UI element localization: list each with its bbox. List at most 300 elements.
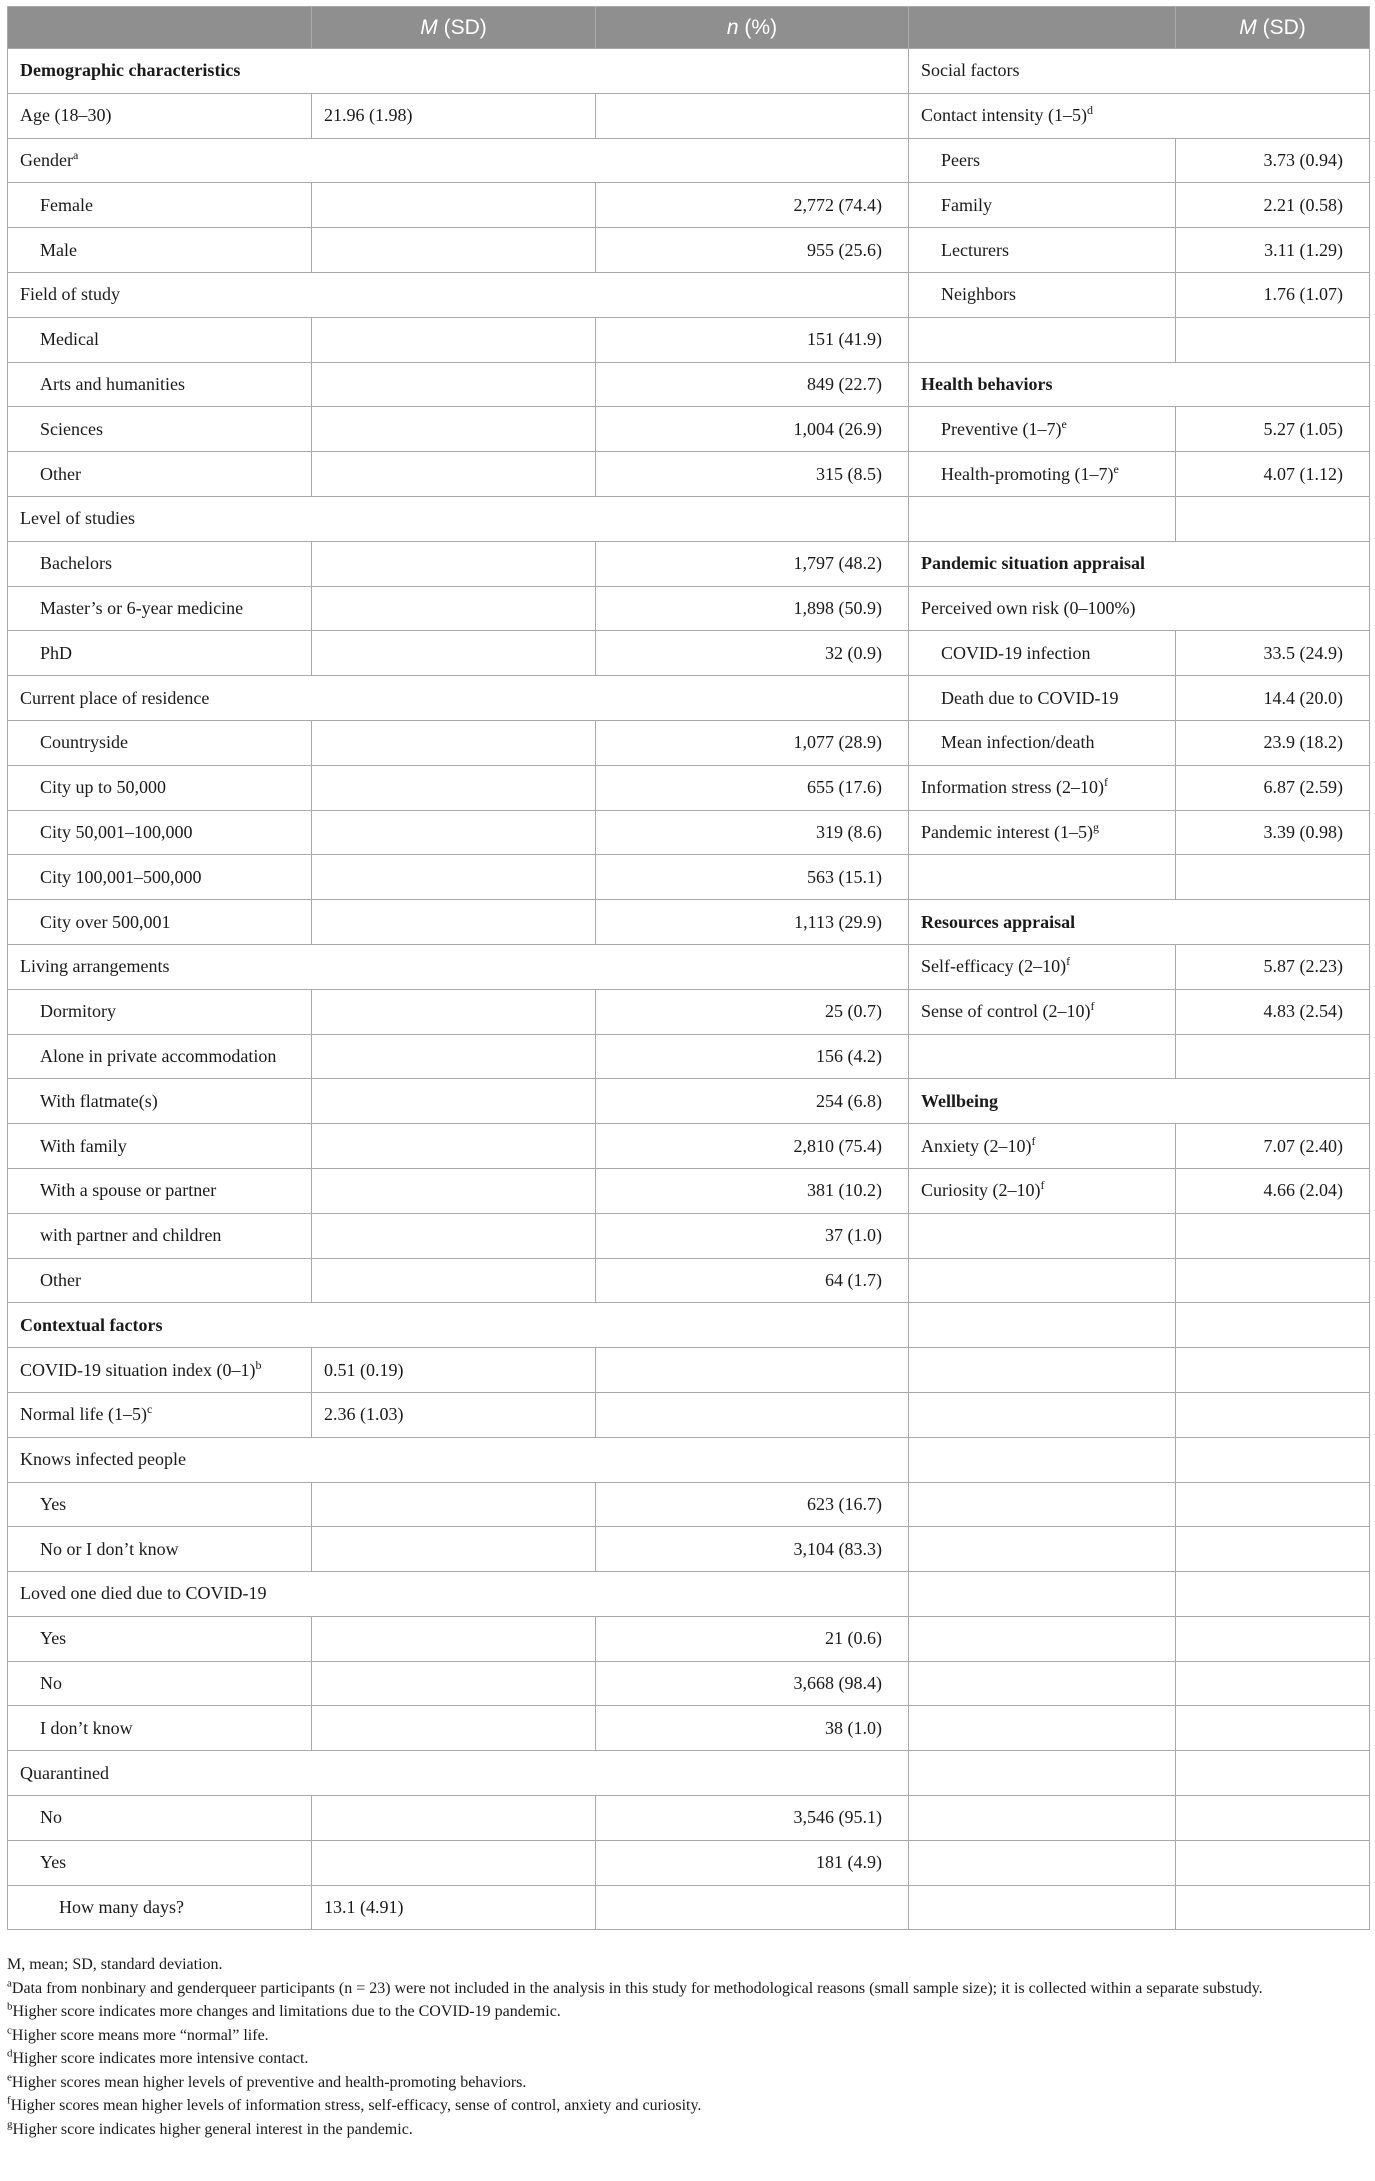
table-row — [8, 1527, 1370, 1572]
cell-text: 0.51 (0.19) — [324, 1359, 404, 1380]
left-mean-sd-cell — [312, 1168, 596, 1213]
cell-text: Neighbors — [941, 284, 1016, 305]
right-mean-sd-cell — [1176, 407, 1370, 452]
cell-text: Medical — [40, 329, 99, 350]
right-label-cell — [909, 765, 1176, 810]
left-n-percent-cell — [596, 317, 909, 362]
left-mean-sd-cell — [312, 1079, 596, 1124]
left-label-cell — [8, 586, 312, 631]
cell-text: 7.07 (2.40) — [1263, 1135, 1343, 1156]
table-row — [8, 989, 1370, 1034]
header-mean-symbol-2: M — [1239, 15, 1257, 39]
left-label-cell — [8, 1034, 312, 1079]
descriptive-statistics-table-container — [7, 6, 1369, 1930]
cell-text: City 50,001–100,000 — [40, 821, 193, 842]
cell-text: Master’s or 6-year medicine — [40, 597, 244, 618]
right-label-cell — [909, 1572, 1176, 1617]
header-sd-symbol-2: (SD) — [1256, 15, 1306, 39]
left-n-percent-cell — [596, 1661, 909, 1706]
right-label-cell — [909, 49, 1370, 94]
table-row — [8, 1572, 1370, 1617]
left-mean-sd-cell — [312, 1706, 596, 1751]
cell-text: COVID-19 infection — [941, 642, 1091, 663]
footnote-text: M, mean; SD, standard deviation. — [7, 1956, 223, 1973]
header-n-percent — [596, 7, 909, 49]
right-label-cell — [909, 1348, 1176, 1393]
left-label-cell — [8, 138, 909, 183]
left-mean-sd-cell — [312, 1124, 596, 1169]
left-label-cell — [8, 1079, 312, 1124]
left-label-cell — [8, 317, 312, 362]
cell-text: Curiosity (2–10) — [921, 1180, 1041, 1201]
cell-text: With flatmate(s) — [40, 1090, 158, 1111]
left-n-percent-cell — [596, 1258, 909, 1303]
left-mean-sd-cell — [312, 317, 596, 362]
table-header-row — [8, 7, 1370, 49]
cell-text: Female — [40, 194, 93, 215]
left-n-percent-cell — [596, 1840, 909, 1885]
right-mean-sd-cell — [1176, 1034, 1370, 1079]
right-mean-sd-cell — [1176, 183, 1370, 228]
footnote-marker: f — [1040, 1178, 1045, 1193]
cell-text: 655 (17.6) — [807, 777, 882, 798]
footnote-marker: f — [7, 2094, 11, 2107]
cell-text: 4.66 (2.04) — [1263, 1180, 1343, 1201]
right-mean-sd-cell — [1176, 1661, 1370, 1706]
left-mean-sd-cell — [312, 855, 596, 900]
left-n-percent-cell — [596, 1885, 909, 1930]
right-label-cell — [909, 676, 1176, 721]
left-label-cell — [8, 810, 312, 855]
left-mean-sd-cell — [312, 183, 596, 228]
cell-text: 14.4 (20.0) — [1263, 687, 1343, 708]
cell-text: Wellbeing — [921, 1090, 999, 1111]
left-label-cell — [8, 1348, 312, 1393]
right-label-cell — [909, 1392, 1176, 1437]
cell-text: Alone in private accommodation — [40, 1045, 277, 1066]
right-mean-sd-cell — [1176, 228, 1370, 273]
left-n-percent-cell — [596, 989, 909, 1034]
cell-text: Male — [40, 239, 77, 260]
left-mean-sd-cell — [312, 1661, 596, 1706]
left-label-cell — [8, 1392, 312, 1437]
footnote-text: Higher score indicates more intensive contact. — [12, 2050, 309, 2067]
table-row — [8, 765, 1370, 810]
left-n-percent-cell — [596, 1168, 909, 1213]
left-label-cell — [8, 1527, 312, 1572]
header-n-symbol: n — [726, 15, 739, 39]
left-n-percent-cell — [596, 855, 909, 900]
cell-text: 64 (1.7) — [825, 1269, 882, 1290]
left-label-cell — [8, 1213, 312, 1258]
left-n-percent-cell — [596, 1706, 909, 1751]
right-label-cell — [909, 1661, 1176, 1706]
table-row — [8, 317, 1370, 362]
left-n-percent-cell — [596, 1213, 909, 1258]
cell-text: Level of studies — [20, 508, 135, 529]
cell-text: City 100,001–500,000 — [40, 866, 202, 887]
cell-text: City up to 50,000 — [40, 777, 167, 798]
left-n-percent-cell — [596, 452, 909, 497]
table-row — [8, 1348, 1370, 1393]
cell-text: Pandemic interest (1–5) — [921, 821, 1093, 842]
left-label-cell — [8, 1482, 312, 1527]
cell-text: Perceived own risk (0–100%) — [921, 597, 1136, 618]
right-mean-sd-cell — [1176, 496, 1370, 541]
left-label-cell — [8, 1706, 312, 1751]
footnote — [7, 2096, 1369, 2116]
cell-text: 849 (22.7) — [807, 373, 882, 394]
left-label-cell — [8, 944, 909, 989]
left-label-cell — [8, 1258, 312, 1303]
right-label-cell — [909, 138, 1176, 183]
right-mean-sd-cell — [1176, 989, 1370, 1034]
left-mean-sd-cell — [312, 586, 596, 631]
footnote — [7, 1955, 1369, 1975]
header-mean-sd-2 — [1176, 7, 1370, 49]
right-label-cell — [909, 631, 1176, 676]
cell-text: Health behaviors — [921, 373, 1053, 394]
table-row — [8, 1796, 1370, 1841]
table-row — [8, 1437, 1370, 1482]
right-label-cell — [909, 1124, 1176, 1169]
footnote-marker: a — [7, 1977, 12, 1990]
cell-text: 315 (8.5) — [816, 463, 882, 484]
cell-text: 4.07 (1.12) — [1263, 463, 1343, 484]
left-mean-sd-cell — [312, 810, 596, 855]
cell-text: Arts and humanities — [40, 373, 185, 394]
right-label-cell — [909, 1751, 1176, 1796]
cell-text: Health-promoting (1–7) — [941, 463, 1114, 484]
cell-text: 3.39 (0.98) — [1263, 821, 1343, 842]
cell-text: Pandemic situation appraisal — [921, 553, 1146, 574]
cell-text: Self-efficacy (2–10) — [921, 956, 1067, 977]
cell-text: Demographic characteristics — [20, 60, 241, 81]
cell-text: Field of study — [20, 284, 121, 305]
left-label-cell — [8, 1840, 312, 1885]
cell-text: 156 (4.2) — [816, 1045, 882, 1066]
right-label-cell — [909, 1616, 1176, 1661]
left-mean-sd-cell — [312, 900, 596, 945]
left-mean-sd-cell — [312, 407, 596, 452]
cell-text: Yes — [40, 1628, 67, 1649]
footnote-marker: b — [7, 2000, 13, 2013]
table-row — [8, 1213, 1370, 1258]
right-label-cell — [909, 272, 1176, 317]
cell-text: Death due to COVID-19 — [941, 687, 1119, 708]
left-mean-sd-cell — [312, 765, 596, 810]
table-row — [8, 1751, 1370, 1796]
cell-text: 181 (4.9) — [816, 1852, 882, 1873]
left-label-cell — [8, 1661, 312, 1706]
left-mean-sd-cell — [312, 1348, 596, 1393]
footnote-marker: f — [1066, 954, 1071, 969]
cell-text: Social factors — [921, 60, 1020, 81]
footnote-text: Higher score indicates more changes and limitations due to the COVID-19 pandemic. — [12, 2003, 561, 2020]
cell-text: With a spouse or partner — [40, 1180, 217, 1201]
left-label-cell — [8, 228, 312, 273]
left-label-cell — [8, 541, 312, 586]
footnote — [7, 2002, 1369, 2022]
right-mean-sd-cell — [1176, 1348, 1370, 1393]
left-mean-sd-cell — [312, 452, 596, 497]
right-label-cell — [909, 496, 1176, 541]
left-mean-sd-cell — [312, 1840, 596, 1885]
table-row — [8, 676, 1370, 721]
right-mean-sd-cell — [1176, 1840, 1370, 1885]
left-n-percent-cell — [596, 1348, 909, 1393]
footnote-marker: d — [7, 2047, 13, 2060]
table-row — [8, 272, 1370, 317]
cell-text: 623 (16.7) — [807, 1493, 882, 1514]
left-mean-sd-cell — [312, 720, 596, 765]
cell-text: 2.21 (0.58) — [1263, 194, 1343, 215]
cell-text: 33.5 (24.9) — [1263, 642, 1343, 663]
header-sd-symbol: (SD) — [437, 15, 487, 39]
cell-text: Yes — [40, 1852, 67, 1873]
left-mean-sd-cell — [312, 1527, 596, 1572]
cell-text: 3.73 (0.94) — [1263, 149, 1343, 170]
left-label-cell — [8, 1796, 312, 1841]
cell-text: COVID-19 situation index (0–1) — [20, 1359, 256, 1380]
cell-text: Mean infection/death — [941, 732, 1095, 753]
right-label-cell — [909, 1258, 1176, 1303]
right-label-cell — [909, 1840, 1176, 1885]
footnote-marker: e — [1113, 461, 1119, 476]
left-mean-sd-cell — [312, 1034, 596, 1079]
table-row — [8, 1303, 1370, 1348]
descriptive-statistics-table — [7, 6, 1370, 1930]
left-n-percent-cell — [596, 1392, 909, 1437]
right-label-cell — [909, 855, 1176, 900]
header-label-column-2 — [909, 7, 1176, 49]
table-row — [8, 541, 1370, 586]
cell-text: Gender — [20, 149, 73, 170]
table-row — [8, 49, 1370, 94]
right-label-cell — [909, 1079, 1370, 1124]
cell-text: Family — [941, 194, 993, 215]
right-label-cell — [909, 1034, 1176, 1079]
cell-text: Contact intensity (1–5) — [921, 105, 1087, 126]
cell-text: Age (18–30) — [20, 105, 112, 126]
left-label-cell — [8, 1168, 312, 1213]
right-label-cell — [909, 183, 1176, 228]
left-mean-sd-cell — [312, 1885, 596, 1930]
cell-text: Peers — [941, 149, 980, 170]
right-label-cell — [909, 1527, 1176, 1572]
right-label-cell — [909, 541, 1370, 586]
left-n-percent-cell — [596, 1527, 909, 1572]
cell-text: 13.1 (4.91) — [324, 1897, 404, 1918]
cell-text: 254 (6.8) — [816, 1090, 882, 1111]
left-label-cell — [8, 93, 312, 138]
left-mean-sd-cell — [312, 1213, 596, 1258]
left-label-cell — [8, 1124, 312, 1169]
right-mean-sd-cell — [1176, 1392, 1370, 1437]
left-n-percent-cell — [596, 810, 909, 855]
right-label-cell — [909, 362, 1370, 407]
table-row — [8, 1482, 1370, 1527]
right-mean-sd-cell — [1176, 1796, 1370, 1841]
right-label-cell — [909, 452, 1176, 497]
cell-text: 319 (8.6) — [816, 821, 882, 842]
table-row — [8, 1885, 1370, 1930]
left-n-percent-cell — [596, 541, 909, 586]
left-label-cell — [8, 1616, 312, 1661]
right-mean-sd-cell — [1176, 944, 1370, 989]
left-n-percent-cell — [596, 1034, 909, 1079]
right-label-cell — [909, 1437, 1176, 1482]
left-label-cell — [8, 989, 312, 1034]
footnote-marker: f — [1103, 775, 1108, 790]
table-row — [8, 138, 1370, 183]
cell-text: 25 (0.7) — [825, 1001, 882, 1022]
left-label-cell — [8, 855, 312, 900]
right-label-cell — [909, 1303, 1176, 1348]
left-label-cell — [8, 272, 909, 317]
right-label-cell — [909, 944, 1176, 989]
left-n-percent-cell — [596, 228, 909, 273]
cell-text: 563 (15.1) — [807, 866, 882, 887]
right-mean-sd-cell — [1176, 1616, 1370, 1661]
table-row — [8, 1034, 1370, 1079]
left-label-cell — [8, 1303, 909, 1348]
left-mean-sd-cell — [312, 1392, 596, 1437]
left-n-percent-cell — [596, 1079, 909, 1124]
left-label-cell — [8, 496, 909, 541]
cell-text: 2.36 (1.03) — [324, 1404, 404, 1425]
right-mean-sd-cell — [1176, 631, 1370, 676]
footnote-marker: d — [1086, 103, 1093, 118]
cell-text: Sense of control (2–10) — [921, 1001, 1091, 1022]
cell-text: Quarantined — [20, 1762, 109, 1783]
cell-text: Other — [40, 1269, 81, 1290]
table-row — [8, 452, 1370, 497]
table-row — [8, 1616, 1370, 1661]
table-footnotes — [7, 1955, 1369, 2143]
left-n-percent-cell — [596, 1616, 909, 1661]
left-mean-sd-cell — [312, 989, 596, 1034]
cell-text: 21 (0.6) — [825, 1628, 882, 1649]
left-n-percent-cell — [596, 183, 909, 228]
footnote-text: Higher score means more “normal” life. — [11, 2026, 269, 2044]
cell-text: 37 (1.0) — [825, 1225, 882, 1246]
cell-text: Contextual factors — [20, 1314, 163, 1335]
footnote — [7, 2073, 1369, 2093]
cell-text: 2,772 (74.4) — [793, 194, 882, 215]
cell-text: 3.11 (1.29) — [1264, 239, 1343, 260]
cell-text: 4.83 (2.54) — [1263, 1001, 1343, 1022]
table-row — [8, 944, 1370, 989]
table-row — [8, 183, 1370, 228]
cell-text: 3,104 (83.3) — [793, 1538, 882, 1559]
left-label-cell — [8, 765, 312, 810]
cell-text: Current place of residence — [20, 687, 210, 708]
left-label-cell — [8, 676, 909, 721]
footnote-marker: f — [1090, 999, 1095, 1014]
right-mean-sd-cell — [1176, 1168, 1370, 1213]
footnote-marker: c — [7, 2024, 12, 2037]
cell-text: Knows infected people — [20, 1449, 186, 1470]
cell-text: 23.9 (18.2) — [1263, 732, 1343, 753]
left-n-percent-cell — [596, 1796, 909, 1841]
right-mean-sd-cell — [1176, 1437, 1370, 1482]
left-mean-sd-cell — [312, 1482, 596, 1527]
cell-text: Yes — [40, 1493, 67, 1514]
right-label-cell — [909, 93, 1370, 138]
right-label-cell — [909, 228, 1176, 273]
right-mean-sd-cell — [1176, 1303, 1370, 1348]
right-label-cell — [909, 1482, 1176, 1527]
footnote-text: Higher score indicates higher general interest in the pandemic. — [12, 2120, 413, 2138]
left-n-percent-cell — [596, 720, 909, 765]
left-mean-sd-cell — [312, 93, 596, 138]
footnote-text: Data from nonbinary and genderqueer participants (n = 23) were not included in the analysis in this study for methodological reasons (small sample size); it is collected within a separate substudy. — [11, 1979, 1263, 1997]
table-row — [8, 855, 1370, 900]
cell-text: 21.96 (1.98) — [324, 105, 413, 126]
right-mean-sd-cell — [1176, 1258, 1370, 1303]
right-label-cell — [909, 317, 1176, 362]
left-n-percent-cell — [596, 765, 909, 810]
table-body — [8, 49, 1370, 1930]
left-n-percent-cell — [596, 407, 909, 452]
footnote — [7, 2049, 1369, 2069]
footnote-marker: g — [1092, 819, 1099, 834]
left-mean-sd-cell — [312, 362, 596, 407]
cell-text: How many days? — [59, 1897, 184, 1918]
cell-text: 1,077 (28.9) — [793, 732, 882, 753]
cell-text: 1,004 (26.9) — [793, 418, 882, 439]
right-label-cell — [909, 1885, 1176, 1930]
right-mean-sd-cell — [1176, 1751, 1370, 1796]
left-n-percent-cell — [596, 1482, 909, 1527]
footnote — [7, 2120, 1369, 2140]
cell-text: 1,797 (48.2) — [793, 553, 882, 574]
table-row — [8, 1168, 1370, 1213]
left-n-percent-cell — [596, 362, 909, 407]
left-label-cell — [8, 49, 909, 94]
header-label-column — [8, 7, 312, 49]
right-mean-sd-cell — [1176, 810, 1370, 855]
cell-text: Other — [40, 463, 81, 484]
footnote-marker: a — [72, 147, 79, 162]
cell-text: 3,546 (95.1) — [793, 1807, 882, 1828]
left-n-percent-cell — [596, 900, 909, 945]
left-mean-sd-cell — [312, 1616, 596, 1661]
cell-text: 38 (1.0) — [825, 1717, 882, 1738]
right-mean-sd-cell — [1176, 1572, 1370, 1617]
right-label-cell — [909, 586, 1370, 631]
left-mean-sd-cell — [312, 228, 596, 273]
footnote-marker: e — [1061, 416, 1067, 431]
cell-text: 1.76 (1.07) — [1263, 284, 1343, 305]
footnote — [7, 1979, 1369, 1999]
left-n-percent-cell — [596, 1124, 909, 1169]
cell-text: Resources appraisal — [921, 911, 1076, 932]
right-mean-sd-cell — [1176, 1885, 1370, 1930]
header-percent-symbol: (%) — [738, 15, 778, 39]
cell-text: PhD — [40, 642, 73, 663]
cell-text: 955 (25.6) — [807, 239, 882, 260]
right-mean-sd-cell — [1176, 1706, 1370, 1751]
cell-text: Preventive (1–7) — [941, 418, 1062, 439]
right-label-cell — [909, 989, 1176, 1034]
left-label-cell — [8, 183, 312, 228]
right-mean-sd-cell — [1176, 676, 1370, 721]
footnote-text: Higher scores mean higher levels of information stress, self-efficacy, sense of control, anxiety and curiosity. — [10, 2097, 702, 2114]
cell-text: 1,113 (29.9) — [794, 911, 882, 932]
right-mean-sd-cell — [1176, 138, 1370, 183]
